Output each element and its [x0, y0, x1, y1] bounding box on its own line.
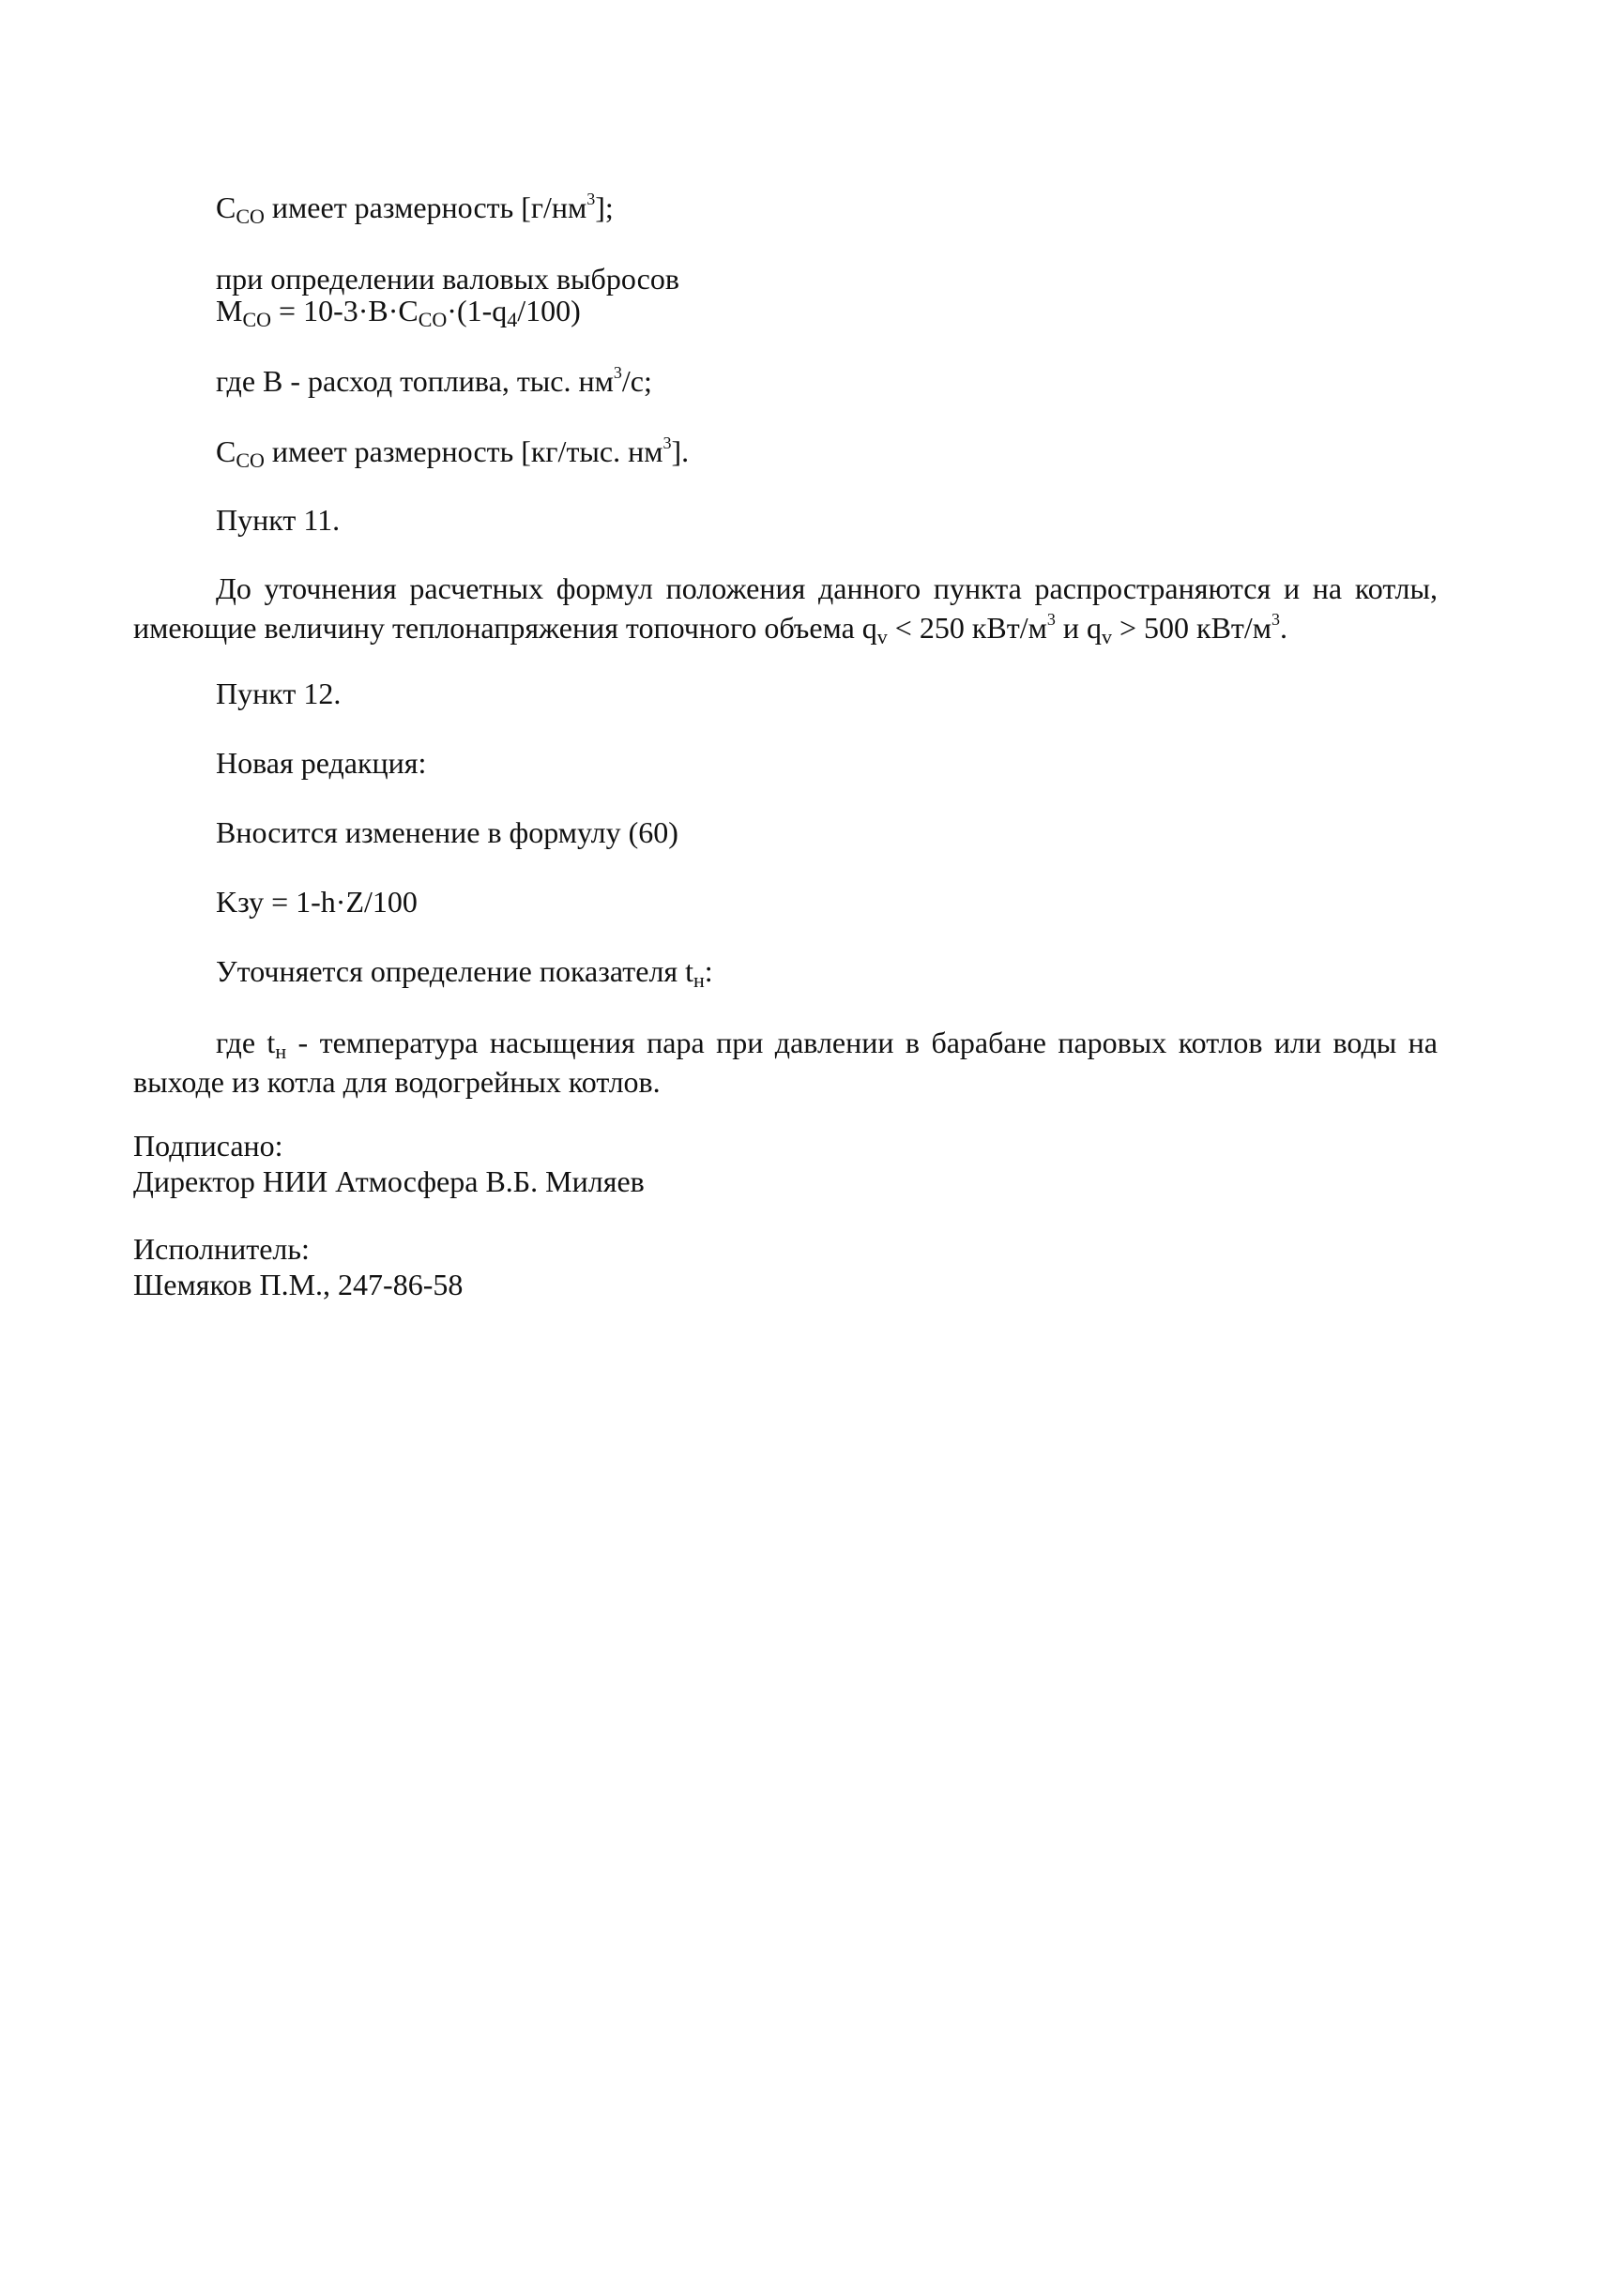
- executor-contact: Шемяков П.М., 247-86-58: [133, 1268, 464, 1301]
- signed-label: Подписано:: [133, 1129, 283, 1163]
- cco-units-gnm3: $C_{CO}$ имеет размерность $[г/нм^3]$;: [216, 190, 614, 228]
- gross-emissions-heading: при определении валовых выбросов: [216, 262, 679, 296]
- new-edition-label: Новая редакция:: [216, 746, 427, 780]
- tn-definition-paragraph: где $t_н$ - температура насыщения пара при давлении в барабане паровых котлов или воды на выходе из котла для водогрейных котлов.: [133, 1026, 1439, 1099]
- signatory-name: Директор НИИ Атмосфера В.Б. Миляев: [133, 1164, 645, 1198]
- section-11-heading: Пункт 11.: [216, 503, 341, 537]
- cco-units-kg: $C_{CO}$ имеет размерность [кг/тыс. $нм^3$].: [216, 433, 690, 472]
- fuel-consumption-definition: где В - расход топлива, тыс. $нм^3/с$;: [216, 363, 652, 398]
- formula-mco: $M_{CO} = 10-3\cdot B\cdot C_{CO}\cdot(1-q_4/100)$: [216, 294, 581, 331]
- formula-60-change: Вносится изменение в формулу (60): [216, 815, 678, 849]
- formula-kzu: Kзу = 1-h·Z/100: [216, 885, 418, 919]
- executor-label: Исполнитель:: [133, 1232, 310, 1266]
- section-12-heading: Пункт 12.: [216, 677, 342, 710]
- section-11-paragraph: До уточнения расчетных формул положения данного пункта распространяются и на котлы, имеющие величину теплонапряжения топочного объема $q_v < 250$ кВт/$м^3$ и $q_v > 500$ кВт/$м^3$.: [133, 571, 1438, 648]
- tn-definition-heading: Уточняется определение показателя $t_н$:: [216, 954, 713, 992]
